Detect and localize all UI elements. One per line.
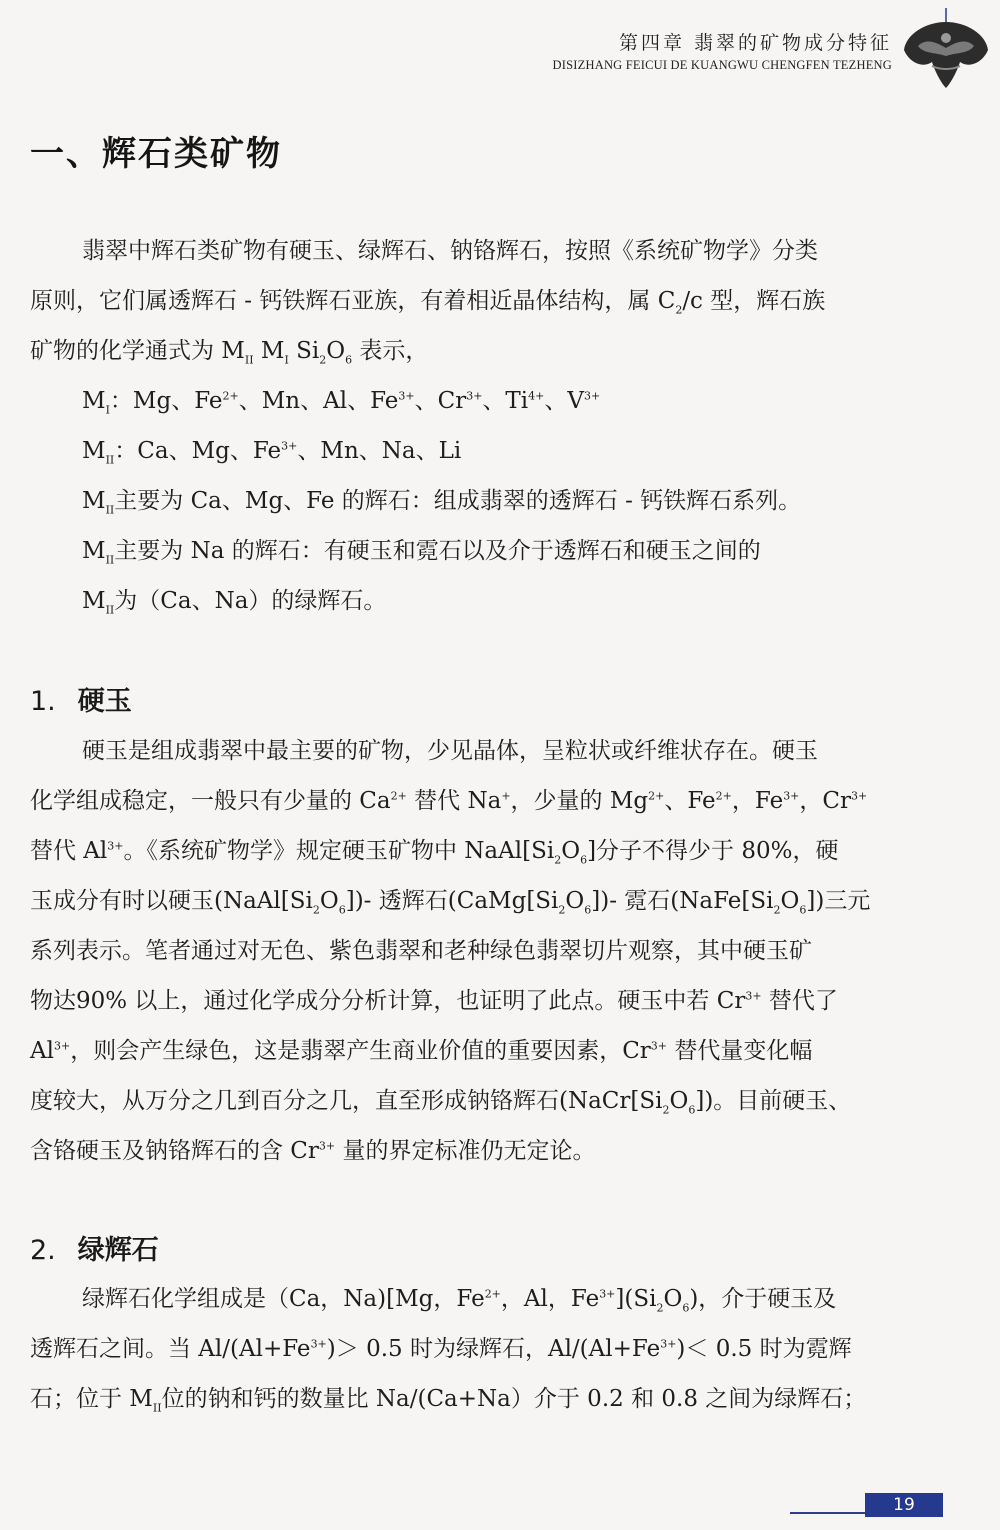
chapter-title-cn: 第四章 翡翠的矿物成分特征 xyxy=(618,32,892,54)
subsection-title-jadeite: 1. 硬玉 xyxy=(30,686,132,717)
text-line: $M_{II}$为（Ca、Na）的绿辉石。 xyxy=(82,588,387,617)
text-line: 含铬硬玉及钠铬辉石的含 $Cr^{3+}$ 量的界定标准仍无定论。 xyxy=(30,1138,596,1164)
text-line: 物达90% 以上，通过化学成分分析计算，也证明了此点。硬玉中若 $Cr^{3+}$ 替代了 xyxy=(30,988,838,1014)
m1-line: $M_I$：Mg、$Fe^{2+}$、Mn、Al、$Fe^{3+}$、$Cr^{3+}$、$Ti^{4+}$、$V^{3+}$ xyxy=(82,388,601,417)
subsection-title-omphacite: 2. 绿辉石 xyxy=(30,1235,159,1266)
footer-rule xyxy=(790,1512,865,1514)
text-line: 化学组成稳定，一般只有少量的 $Ca^{2+}$ 替代 Na+，少量的 $Mg^{2+}$、$Fe^{2+}$，$Fe^{3+}$，$Cr^{3+}$ xyxy=(30,788,868,814)
m2-line: $M_{II}$：Ca、Mg、$Fe^{3+}$、Mn、Na、Li xyxy=(82,438,462,467)
text-line: 矿物的化学通式为 $M_{II}$ $M_I$ $Si_2O_6$ 表示， xyxy=(30,338,429,367)
text-line: $Al^{3+}$，则会产生绿色，这是翡翠产生商业价值的重要因素，$Cr^{3+}$ 替代量变化幅 xyxy=(30,1038,813,1064)
intro-paragraph xyxy=(30,226,945,626)
text-line: 原则，它们属透辉石 - 钙铁辉石亚族，有着相近晶体结构，属 $C_2/c$ 型，辉石族 xyxy=(30,288,826,317)
text-line: 系列表示。笔者通过对无色、紫色翡翠和老种绿色翡翠切片观察，其中硬玉矿 xyxy=(30,938,812,964)
text-line: 度较大，从万分之几到百分之几，直至形成钠铬辉石$(NaCr[Si_2O_6])$。目前硬玉、 xyxy=(30,1088,852,1117)
jadeite-paragraph xyxy=(30,726,945,1176)
chapter-title-en: DISIZHANG FEICUI DE KUANGWU CHENGFEN TEZHENG xyxy=(552,58,892,72)
text-line: 玉成分有时以硬玉$(NaAl[Si_2O_6])-$ 透辉石$(CaMg[Si_2O_6])-$ 霓石$(NaFe[Si_2O_6])$三元 xyxy=(30,888,871,917)
text-line: 透辉石之间。当 $Al/(Al+Fe^{3+})> 0.5$ 时为绿辉石，$Al/(Al+Fe^{3+})< 0.5$ 时为霓辉 xyxy=(30,1336,852,1362)
running-header xyxy=(553,30,892,74)
text-line: 硬玉是组成翡翠中最主要的矿物，少见晶体，呈粒状或纤维状存在。硬玉 xyxy=(82,738,818,764)
text-line: $M_{II}$主要为 Ca、Mg、Fe 的辉石：组成翡翠的透辉石 - 钙铁辉石系列。 xyxy=(82,488,802,517)
omphacite-paragraph xyxy=(30,1274,945,1424)
section-title: 一、辉石类矿物 xyxy=(30,134,282,174)
text-line: 绿辉石化学组成是（Ca，Na)[Mg，$Fe^{2+}$，Al，$Fe^{3+}](Si_2O_6)$，介于硬玉及 xyxy=(82,1286,837,1315)
text-line: 替代 $Al^{3+}$。《系统矿物学》规定硬玉矿物中 $NaAl[Si_2O_6]$分子不得少于 80%，硬 xyxy=(30,838,839,867)
jade-ornament-icon xyxy=(902,8,990,88)
text-line: $M_{II}$主要为 Na 的辉石：有硬玉和霓石以及介于透辉石和硬玉之间的 xyxy=(82,538,761,567)
text-line: 石；位于 $M_{II}$位的钠和钙的数量比 Na/(Ca+Na）介于 0.2 和 0.8 之间为绿辉石； xyxy=(30,1386,867,1415)
text-line: 翡翠中辉石类矿物有硬玉、绿辉石、钠铬辉石，按照《系统矿物学》分类 xyxy=(82,238,818,264)
page-number: 19 xyxy=(865,1493,943,1517)
